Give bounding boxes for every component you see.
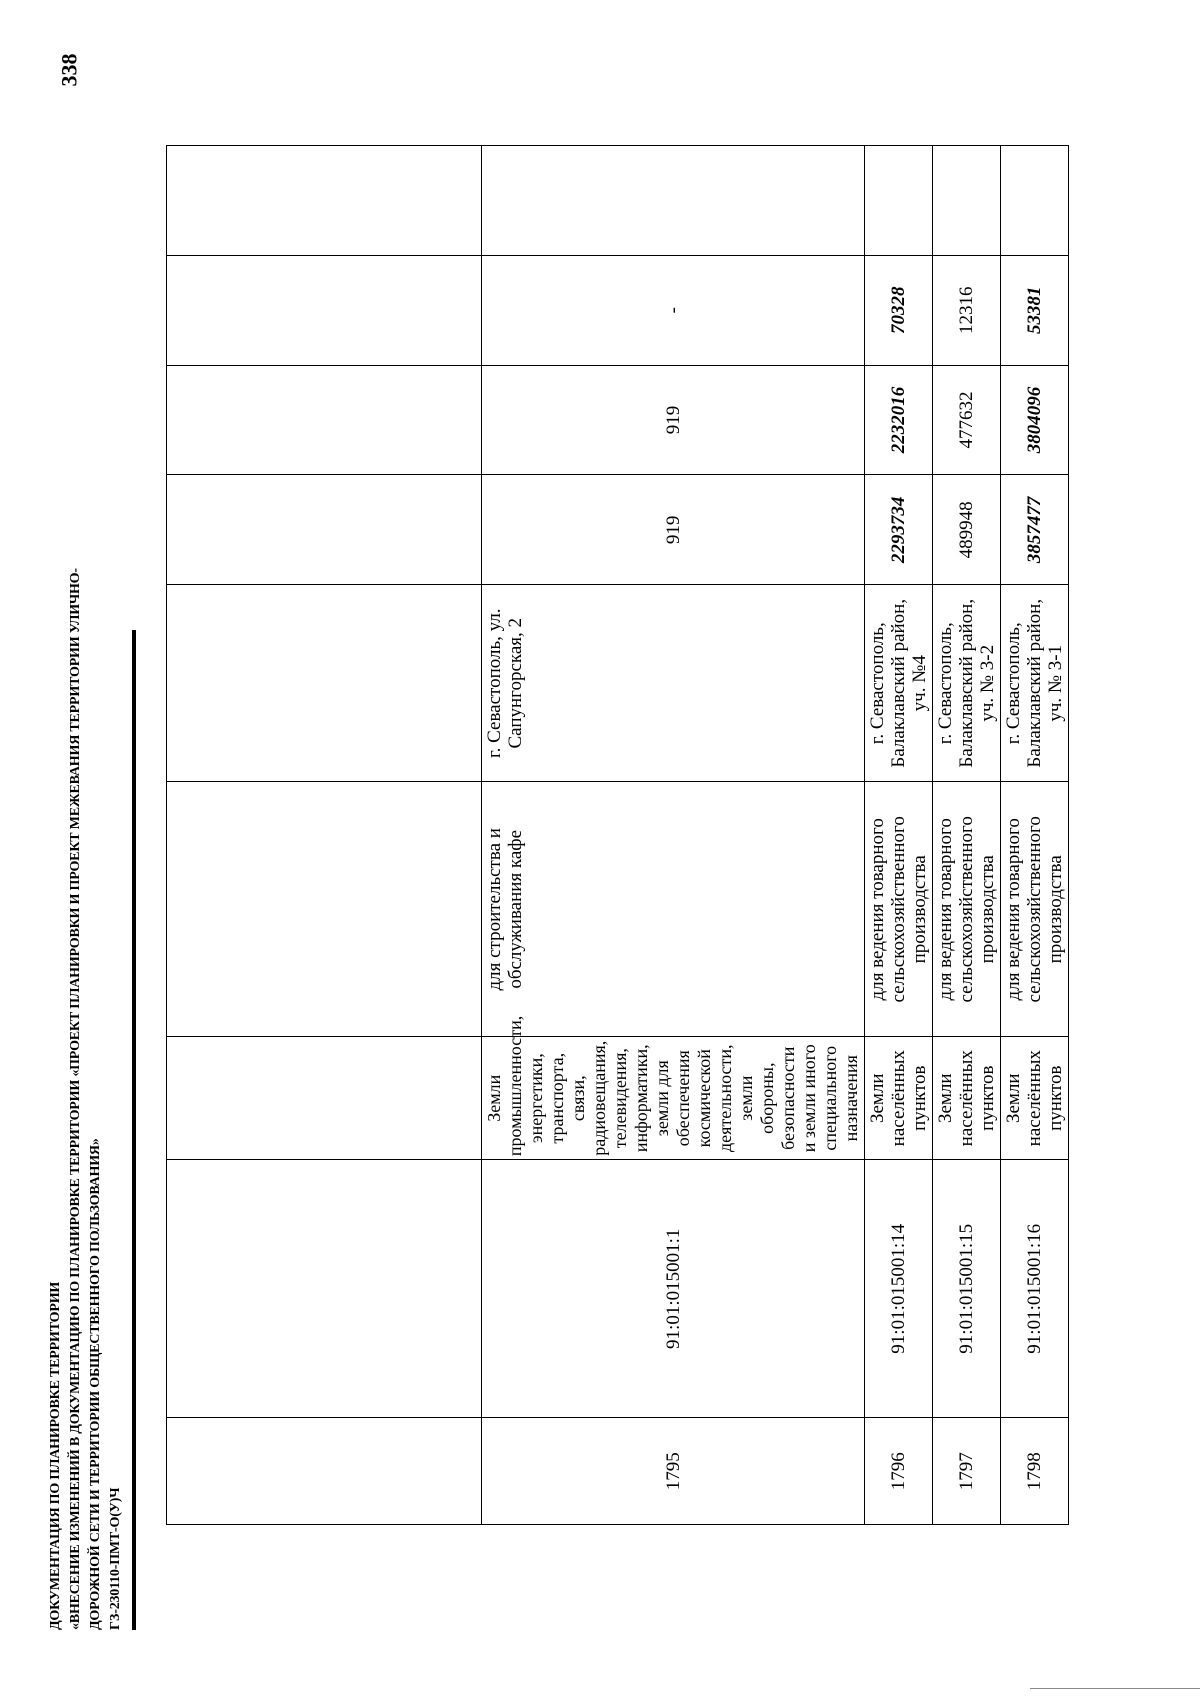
cell-area-1: 3857477 (1001, 475, 1069, 585)
document-header-text (46, 568, 146, 1630)
header-line-4: ГЗ-230110-ПМТ-О(У)Ч (108, 1487, 123, 1630)
cell-category: Земли промышленности, энергетики, транспорта, связи, радиовещания, телевидения, информатики, земли для обеспечения космической деятельности, земли обороны, безопасности и земли иного специального назначения (482, 1037, 865, 1160)
cell-cadastral: 91:01:015001:14 (865, 1160, 933, 1418)
cell-cadastral: 91:01:015001:1 (482, 1160, 865, 1418)
cell-area-3: - (482, 255, 865, 365)
table-cell (167, 585, 482, 782)
cell-area-3: 53381 (1001, 255, 1069, 365)
land-plots-table-rotated (166, 145, 1200, 1525)
cell-area-2: 3804096 (1001, 365, 1069, 475)
cell-category: Земли населённых пунктов (865, 1037, 933, 1160)
cell-area-3: 12316 (933, 255, 1001, 365)
cell-area-1: 919 (482, 475, 865, 585)
table-cell (167, 255, 482, 365)
header-rule (132, 630, 136, 1630)
table-row (482, 146, 865, 1525)
cell-number: 1797 (933, 1418, 1001, 1525)
table-cell (167, 475, 482, 585)
header-line-3: ДОРОЖНОЙ СЕТИ И ТЕРРИТОРИИ ОБЩЕСТВЕННОГО ПОЛЬЗОВАНИЯ» (88, 1138, 103, 1630)
cell-area-2: 919 (482, 365, 865, 475)
cell-use: для ведения товарного сельскохозяйственного производства (865, 782, 933, 1037)
cell-area-3: 70328 (865, 255, 933, 365)
cell-address: г. Севастополь, ул. Сапунгорская, 2 (482, 585, 865, 782)
land-plots-table-region (166, 145, 1200, 1525)
cell-area-2: 2232016 (865, 365, 933, 475)
cell-area-2: 477632 (933, 365, 1001, 475)
table-cell (1001, 146, 1069, 256)
table-row (865, 146, 933, 1525)
land-plots-table (166, 145, 1069, 1525)
table-row (1001, 146, 1069, 1525)
table-cell (865, 146, 933, 256)
cell-category: Земли населённых пунктов (933, 1037, 1001, 1160)
cell-address: г. Севастополь, Балаклавский район, уч. № 3-2 (933, 585, 1001, 782)
cell-area-1: 2293734 (865, 475, 933, 585)
cell-number: 1796 (865, 1418, 933, 1525)
scan-edge-line (1030, 1688, 1200, 1689)
cell-area-1: 489948 (933, 475, 1001, 585)
table-row (933, 146, 1001, 1525)
cell-use: для ведения товарного сельскохозяйственного производства (1001, 782, 1069, 1037)
table-cell (167, 1418, 482, 1525)
table-cell (167, 146, 482, 256)
page-number (54, 40, 84, 100)
table-cell (167, 782, 482, 1037)
table-row-top (167, 146, 482, 1525)
cell-use: для ведения товарного сельскохозяйственного производства (933, 782, 1001, 1037)
table-cell (167, 1160, 482, 1418)
cell-number: 1795 (482, 1418, 865, 1525)
table-cell (167, 365, 482, 475)
document-header (46, 568, 146, 1630)
cell-cadastral: 91:01:015001:16 (1001, 1160, 1069, 1418)
table-cell (167, 1037, 482, 1160)
cell-number: 1798 (1001, 1418, 1069, 1525)
table-cell (482, 146, 865, 256)
table-cell (933, 146, 1001, 256)
header-line-1: ДОКУМЕНТАЦИЯ ПО ПЛАНИРОВКЕ ТЕРРИТОРИИ (48, 1281, 63, 1630)
header-line-2: «ВНЕСЕНИЕ ИЗМЕНЕНИЙ В ДОКУМЕНТАЦИЮ ПО ПЛАНИРОВКЕ ТЕРРИТОРИИ «ПРОЕКТ ПЛАНИРОВКИ И ПРОЕКТ МЕЖЕВАНИЯ ТЕРРИТОРИИ УЛИЧНО- (68, 568, 83, 1630)
page-number-text: 338 (56, 53, 81, 87)
cell-category: Земли населённых пунктов (1001, 1037, 1069, 1160)
cell-address: г. Севастополь, Балаклавский район, уч. № 3-1 (1001, 585, 1069, 782)
cell-address: г. Севастополь, Балаклавский район, уч. №4 (865, 585, 933, 782)
cell-use: для строительства и обслуживания кафе (482, 782, 865, 1037)
cell-cadastral: 91:01:015001:15 (933, 1160, 1001, 1418)
